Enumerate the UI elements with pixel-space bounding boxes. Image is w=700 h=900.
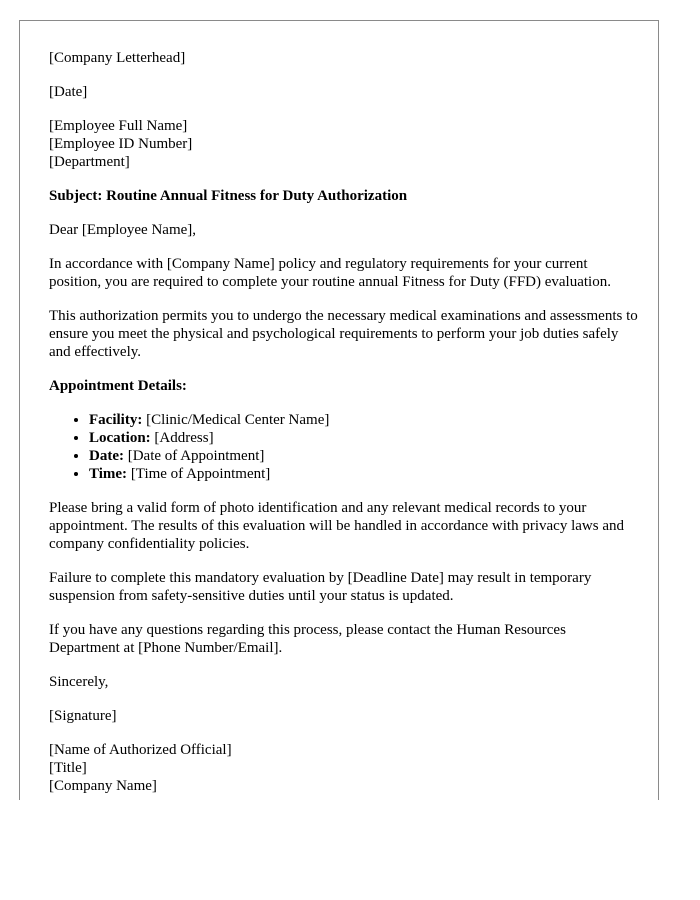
appointment-facility	[89, 411, 639, 429]
signatory-block	[49, 741, 639, 795]
appointment-location	[89, 429, 639, 447]
appointment-date	[89, 447, 639, 465]
paragraph-requirement: In accordance with [Company Name] policy and regulatory requirements for your current position, you are required to complete your routine annual Fitness for Duty (FFD) evaluation.	[49, 256, 611, 290]
paragraph-deadline: Failure to complete this mandatory evaluation by [Deadline Date] may result in temporary suspension from safety-sensitive duties until your status is updated.	[49, 570, 592, 604]
appointment-date-label: Date:	[89, 448, 124, 464]
salutation: Dear [Employee Name],	[49, 222, 197, 238]
appointment-list	[49, 411, 639, 483]
letter-date: [Date]	[49, 84, 88, 100]
signature: [Signature]	[49, 708, 117, 724]
letterhead: [Company Letterhead]	[49, 50, 186, 66]
signatory-company: [Company Name]	[49, 778, 157, 794]
appointment-time-label: Time:	[89, 466, 128, 482]
recipient-name: [Employee Full Name]	[49, 118, 188, 134]
paragraph-authorization: This authorization permits you to undergo the necessary medical examinations and assessments to ensure you meet the physical and psychological requirements to perform your job duties safely and effectively.	[49, 308, 638, 360]
signatory-title: [Title]	[49, 760, 87, 776]
letter-page	[19, 20, 659, 800]
paragraph-contact: If you have any questions regarding this process, please contact the Human Resources Department at [Phone Number/Email].	[49, 622, 566, 656]
letter-content	[49, 49, 639, 800]
appointment-time-value: [Time of Appointment]	[127, 466, 271, 482]
appointment-location-label: Location:	[89, 430, 151, 446]
signatory-name: [Name of Authorized Official]	[49, 742, 232, 758]
appointment-time	[89, 465, 639, 483]
subject-line: Subject: Routine Annual Fitness for Duty Authorization	[49, 188, 408, 204]
appointment-date-value: [Date of Appointment]	[123, 448, 265, 464]
recipient-department: [Department]	[49, 154, 130, 170]
recipient-id: [Employee ID Number]	[49, 136, 193, 152]
appointment-heading: Appointment Details:	[49, 378, 187, 394]
appointment-location-value: [Address]	[150, 430, 214, 446]
appointment-facility-value: [Clinic/Medical Center Name]	[142, 412, 330, 428]
closing: Sincerely,	[49, 674, 109, 690]
recipient-block	[49, 117, 639, 171]
appointment-facility-label: Facility:	[89, 412, 143, 428]
paragraph-identification: Please bring a valid form of photo identification and any relevant medical records to your appointment. The results of this evaluation will be handled in accordance with privacy laws and company confidentiality policies.	[49, 500, 624, 552]
